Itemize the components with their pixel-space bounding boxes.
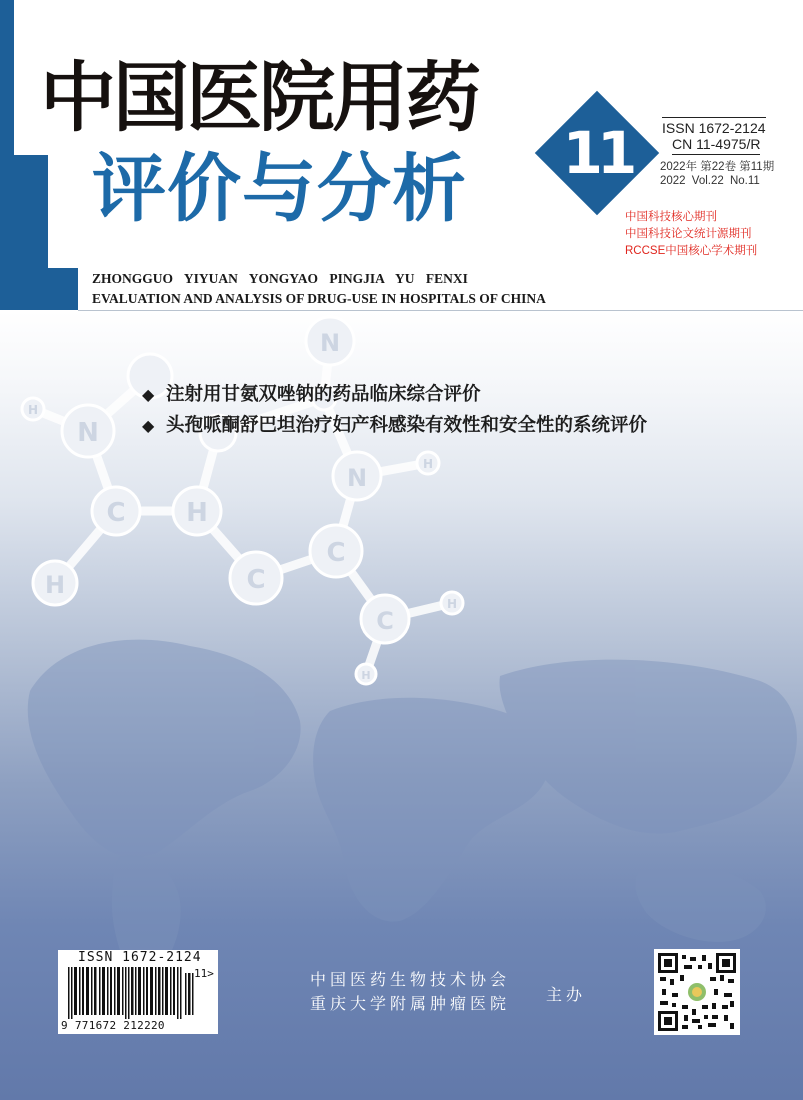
barcode-bars-icon [68,967,194,1019]
indexing-item: 中国科技核心期刊 [625,211,717,223]
svg-text:H: H [44,571,66,599]
journal-title-cn-line1: 中国医院用药 [40,53,478,142]
cover-artwork [0,311,803,1100]
svg-text:H: H [361,669,371,682]
indexing-item: RCCSE中国核心学术期刊 [625,245,758,257]
diamond-bullet-icon: ◆ [142,385,155,404]
qr-code-icon [658,953,736,1031]
publisher-name: 中国医药生物技术协会 [310,970,511,989]
svg-text:H: H [446,597,458,611]
publisher-name: 重庆大学附属肿瘤医院 [310,994,511,1013]
publisher-list [310,968,510,1016]
headline-text: 注射用甘氨双唑钠的药品临床综合评价 [166,384,481,405]
publisher-role: 主办 [546,985,587,1004]
svg-text:H: H [422,457,434,471]
blue-side-band-lower [0,155,48,268]
headline-item[interactable] [142,410,647,441]
journal-title-pinyin: ZHONGGUO YIYUAN YONGYAO PINGJIA YU FENXI [92,271,468,286]
svg-text:C: C [326,538,346,568]
barcode-number: 9 771672 212220 [61,1019,165,1032]
barcode-issn: ISSN 1672-2124 [78,950,202,965]
journal-title-cn-line2: 评价与分析 [92,146,467,232]
svg-text:N: N [77,418,99,448]
svg-text:C: C [246,565,266,595]
headline-text: 头孢哌酮舒巴坦治疗妇产科感染有效性和安全性的系统评价 [166,415,648,436]
indexing-item: 中国科技论文统计源期刊 [625,228,752,240]
qr-code[interactable] [654,949,740,1035]
issue-badge-number: 11 [562,119,632,187]
molecule-graphic [0,311,803,731]
issn-label: ISSN 1672-2124 [662,120,766,136]
svg-text:N: N [319,329,341,357]
headline-list [142,379,647,441]
volume-en: 2022 Vol.22 No.11 [660,175,760,187]
blue-side-band-foot [0,268,78,310]
svg-text:H: H [186,498,208,528]
journal-title-en: EVALUATION AND ANALYSIS OF DRUG-USE IN HOSPITALS OF CHINA [92,291,546,306]
svg-text:N: N [346,464,368,492]
headline-item[interactable] [142,379,647,410]
volume-cn: 2022年 第22卷 第11期 [660,161,775,173]
diamond-bullet-icon: ◆ [142,416,155,435]
barcode [58,950,218,1034]
svg-text:C: C [376,607,394,635]
barcode-addon: 11> [194,967,214,980]
cn-label: CN 11-4975/R [672,136,761,152]
svg-text:H: H [27,403,39,417]
svg-text:C: C [106,498,126,528]
